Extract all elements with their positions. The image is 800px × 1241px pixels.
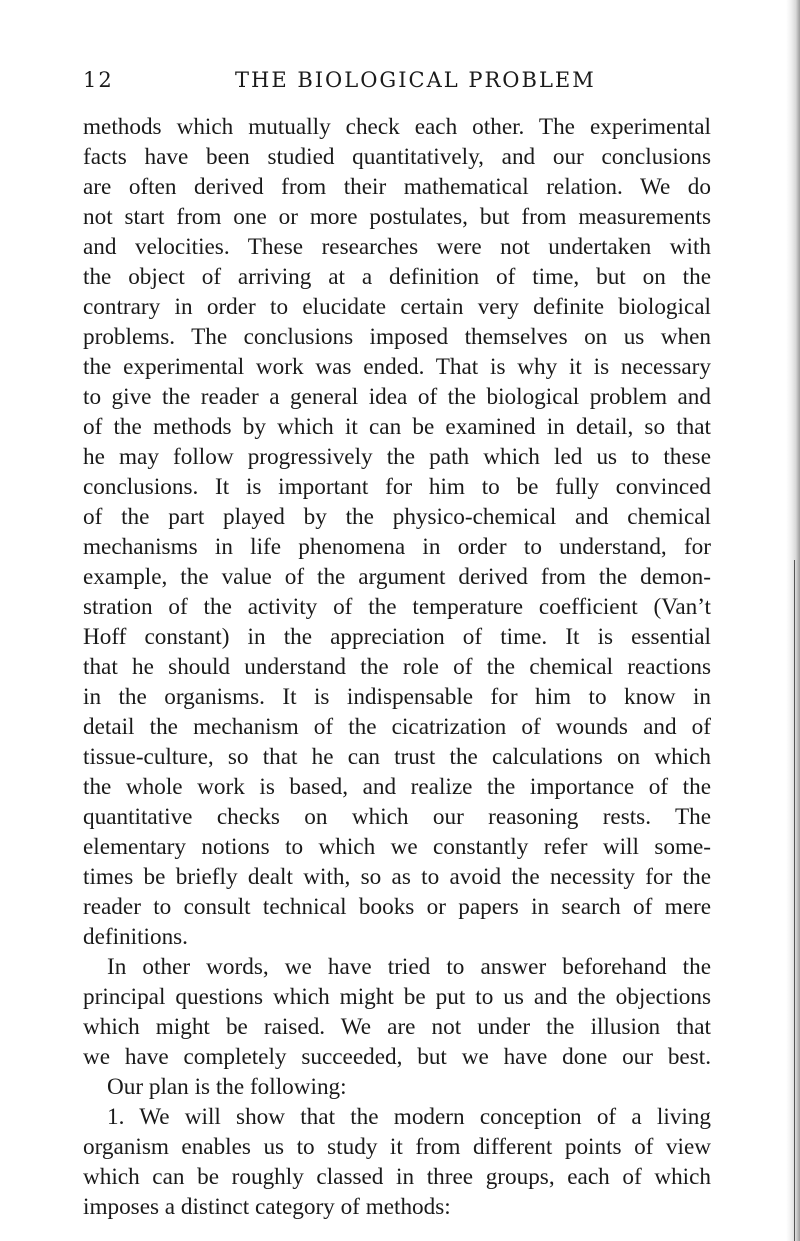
text-line: quantitative checks on which our reasoning rests. The bbox=[83, 804, 711, 830]
page-edge-shadow bbox=[786, 0, 800, 1241]
text-line: the object of arriving at a definition of time, but on the bbox=[83, 264, 711, 290]
text-line: and velocities. These researches were not undertaken with bbox=[83, 234, 711, 260]
text-line: times be briefly dealt with, so as to avoid the necessity for the bbox=[83, 864, 711, 890]
page-edge-line bbox=[794, 560, 795, 1241]
text-line: contrary in order to elucidate certain very definite biological bbox=[83, 294, 711, 320]
text-line: Our plan is the following: bbox=[107, 1074, 347, 1100]
running-head bbox=[83, 68, 711, 98]
text-line: facts have been studied quantitatively, and our conclusions bbox=[83, 144, 711, 170]
text-line: which might be raised. We are not under the illusion that bbox=[83, 1014, 711, 1040]
text-line: in the organisms. It is indispensable for him to know in bbox=[83, 684, 711, 710]
text-line: which can be roughly classed in three groups, each of which bbox=[83, 1164, 711, 1190]
text-line: principal questions which might be put to us and the objections bbox=[83, 984, 711, 1010]
text-line: methods which mutually check each other. The experimental bbox=[83, 114, 711, 140]
text-line: conclusions. It is important for him to be fully convinced bbox=[83, 474, 711, 500]
text-line: the whole work is based, and realize the importance of the bbox=[83, 774, 711, 800]
text-line: imposes a distinct category of methods: bbox=[83, 1194, 451, 1220]
text-line: we have completely succeeded, but we have done our best. bbox=[83, 1044, 711, 1070]
page-number: 12 bbox=[83, 68, 114, 92]
text-line: 1. We will show that the modern conception of a living bbox=[107, 1104, 711, 1130]
text-line: In other words, we have tried to answer beforehand the bbox=[107, 954, 711, 980]
text-line: stration of the activity of the temperature coefficient (Van’t bbox=[83, 594, 711, 620]
text-line: that he should understand the role of the chemical reactions bbox=[83, 654, 711, 680]
text-line: he may follow progressively the path which led us to these bbox=[83, 444, 711, 470]
text-line: to give the reader a general idea of the biological problem and bbox=[83, 384, 711, 410]
text-line: Hoff constant) in the appreciation of time. It is essential bbox=[83, 624, 711, 650]
text-line: the experimental work was ended. That is why it is necessary bbox=[83, 354, 711, 380]
text-line: organism enables us to study it from different points of view bbox=[83, 1134, 711, 1160]
text-line: not start from one or more postulates, but from measurements bbox=[83, 204, 711, 230]
text-line: elementary notions to which we constantly refer will some- bbox=[83, 834, 711, 860]
text-line: of the methods by which it can be examined in detail, so that bbox=[83, 414, 711, 440]
text-line: detail the mechanism of the cicatrization of wounds and of bbox=[83, 714, 711, 740]
text-line: tissue-culture, so that he can trust the calculations on which bbox=[83, 744, 711, 770]
text-line: are often derived from their mathematical relation. We do bbox=[83, 174, 711, 200]
text-line: problems. The conclusions imposed themselves on us when bbox=[83, 324, 711, 350]
text-line: of the part played by the physico-chemical and chemical bbox=[83, 504, 711, 530]
text-line: definitions. bbox=[83, 924, 188, 950]
text-line: reader to consult technical books or papers in search of mere bbox=[83, 894, 711, 920]
text-line: mechanisms in life phenomena in order to understand, for bbox=[83, 534, 711, 560]
text-line: example, the value of the argument derived from the demon- bbox=[83, 564, 711, 590]
running-head-title: THE BIOLOGICAL PROBLEM bbox=[235, 68, 596, 92]
body-text bbox=[83, 112, 711, 1222]
